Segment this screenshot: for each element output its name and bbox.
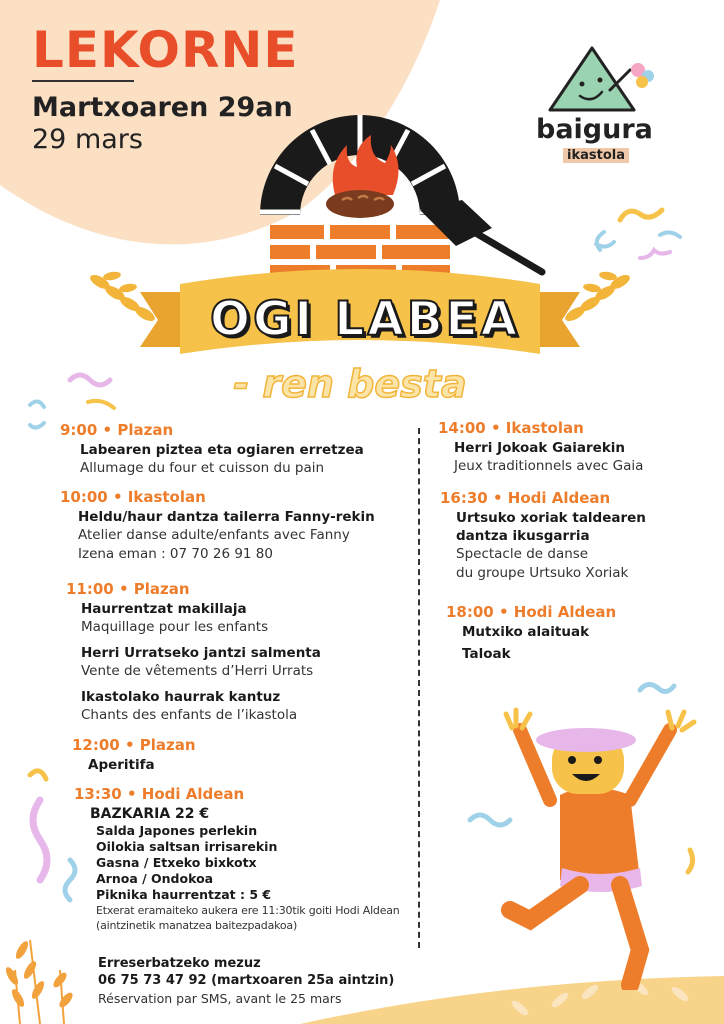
event-title-eu: Urtsuko xoriak taldearen: [456, 510, 646, 526]
event-title-fr: Vente de vêtements d’Herri Urrats: [81, 663, 314, 679]
event-title-eu: dantza ikusgarria: [456, 528, 590, 544]
menu-item: Arnoa / Ondokoa: [96, 871, 214, 886]
event-1100: [66, 579, 321, 725]
reservation-phone: 06 75 73 47 92 (martxoaren 25a aintzin): [98, 973, 395, 988]
event-title-eu: Herri Jokoak Gaiarekin: [454, 440, 626, 456]
event-title-fr: Maquillage pour les enfants: [81, 619, 269, 635]
event-title-eu: Taloak: [462, 646, 511, 662]
menu-item: Salda Japones perlekin: [96, 823, 258, 838]
event-title-eu: Aperitifa: [88, 757, 155, 773]
event-time: 12:00 • Plazan: [72, 736, 196, 754]
event-title: OGI LABEA: [209, 292, 520, 347]
event-time: 13:30 • Hodi Aldean: [74, 785, 245, 803]
reservation-title: Erreserbatzeko mezuz: [98, 956, 261, 971]
event-subtitle: - ren besta: [233, 362, 467, 406]
dancing-character-illustration: [490, 700, 720, 990]
event-title-eu: Heldu/haur dantza tailerra Fanny-rekin: [78, 509, 375, 525]
venue-title: LEKORNE: [32, 21, 299, 79]
logo-name: baigura: [536, 114, 653, 145]
event-time: 18:00 • Hodi Aldean: [446, 603, 617, 621]
event-1630: [440, 488, 646, 583]
event-title-fr: Atelier danse adulte/enfants avec Fanny: [78, 527, 350, 543]
event-title-eu: Herri Urratseko jantzi salmenta: [81, 645, 321, 661]
event-1400: [438, 418, 643, 476]
event-1000: [60, 487, 375, 564]
menu-item: Oilokia saltsan irrisarekin: [96, 839, 278, 854]
event-1800: [446, 602, 616, 663]
header-rule: [32, 80, 134, 82]
event-time: 16:30 • Hodi Aldean: [440, 489, 611, 507]
event-time: 14:00 • Ikastolan: [438, 419, 584, 437]
event-1200: [72, 735, 196, 774]
event-title-eu: Labearen piztea eta ogiaren erretzea: [80, 442, 364, 458]
lunch-note: (aintzinetik manatzea baitezpadakoa): [96, 919, 298, 932]
event-title-fr: Jeux traditionnels avec Gaia: [454, 458, 644, 474]
logo-subtitle: ikastola: [563, 148, 629, 163]
event-title-fr: Chants des enfants de l’ikastola: [81, 707, 298, 723]
reservation-french: Réservation par SMS, avant le 25 mars: [98, 991, 342, 1006]
event-time: 10:00 • Ikastolan: [60, 488, 206, 506]
event-title-fr: du groupe Urtsuko Xoriak: [456, 565, 629, 581]
lunch-title: BAZKARIA 22 €: [90, 806, 210, 822]
menu-item: Gasna / Etxeko bixkotx: [96, 855, 257, 870]
event-title-eu: Haurrentzat makillaja: [81, 601, 247, 617]
event-title-fr: Spectacle de danse: [456, 546, 589, 562]
event-title-eu: Mutxiko alaituak: [462, 624, 590, 640]
event-0900: [60, 420, 364, 478]
column-divider: [418, 428, 420, 948]
menu-item: Piknika haurrentzat : 5 €: [96, 887, 272, 902]
event-time: 9:00 • Plazan: [60, 421, 174, 439]
event-time: 11:00 • Plazan: [66, 580, 190, 598]
date-french: 29 mars: [32, 124, 143, 155]
date-basque: Martxoaren 29an: [32, 92, 293, 123]
event-title-eu: Ikastolako haurrak kantuz: [81, 689, 281, 705]
lunch-note: Etxerat eramaiteko aukera ere 11:30tik goiti Hodi Aldean: [96, 904, 400, 917]
event-registration: Izena eman : 07 70 26 91 80: [78, 546, 273, 562]
event-title-fr: Allumage du four et cuisson du pain: [80, 460, 325, 476]
